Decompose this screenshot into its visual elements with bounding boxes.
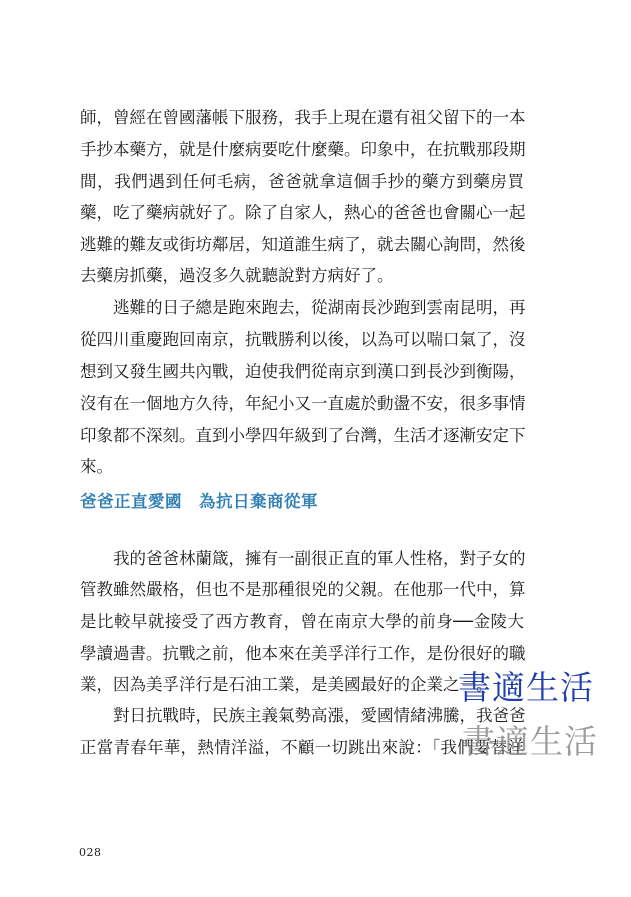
watermark-logo: 書適生活 [462, 722, 598, 761]
text-line: 正當青春年華，熱情洋溢，不顧一切跳出來說：「我們要替洋 [80, 738, 524, 757]
text-line: 逃難的日子總是跑來跑去，從湖南長沙跑到雲南昆明，再 [113, 298, 526, 317]
text-line: 藥，吃了藥病就好了。除了自家人，熱心的爸爸也會關心一起 [80, 203, 526, 222]
text-line: 來。 [80, 457, 113, 476]
text-line: 師，曾經在曾國藩帳下服務，我手上現在還有祖父留下的一本 [80, 108, 526, 127]
text-line: 對日抗戰時，民族主義氣勢高漲，愛國情緒沸騰，我爸爸 [113, 706, 526, 725]
text-line: 業，因為美孚洋行是石油工業，是美國最好的企業之一。 [80, 675, 493, 694]
text-line: 學讀過書。抗戰之前，他本來在美孚洋行工作，是份很好的職 [80, 644, 526, 663]
text-line: 從四川重慶跑回南京，抗戰勝利以後，以為可以喘口氣了，沒 [80, 330, 526, 349]
text-line: 手抄本藥方，就是什麼病要吃什麼藥。印象中，在抗戰那段期 [80, 140, 526, 159]
text-line: 我的爸爸林蘭箴，擁有一副很正直的軍人性格，對子女的 [113, 549, 526, 568]
watermark-logo: 書適生活 [458, 668, 594, 707]
text-line: 逃難的難友或街坊鄰居，知道誰生病了，就去關心詢問，然後 [80, 235, 526, 254]
text-line: 是比較早就接受了西方教育，曾在南京大學的前身──金陵大 [80, 612, 524, 631]
text-line: 沒有在一個地方久待，年紀小又一直處於動盪不安，很多事情 [80, 394, 526, 413]
text-line: 間，我們遇到任何毛病，爸爸就拿這個手抄的藥方到藥房買 [80, 172, 524, 191]
page-number: 028 [79, 846, 102, 859]
text-line: 去藥房抓藥，過沒多久就聽說對方病好了。 [80, 266, 394, 285]
section-heading: 爸爸正直愛國 為抗日棄商從軍 [80, 492, 318, 511]
text-line: 想到又發生國共內戰，迫使我們從南京到漢口到長沙到衡陽， [80, 362, 526, 381]
text-line: 管教雖然嚴格，但也不是那種很兇的父親。在他那一代中，算 [80, 580, 526, 599]
text-line: 印象都不深刻。直到小學四年級到了台灣，生活才逐漸安定下 [80, 426, 526, 445]
